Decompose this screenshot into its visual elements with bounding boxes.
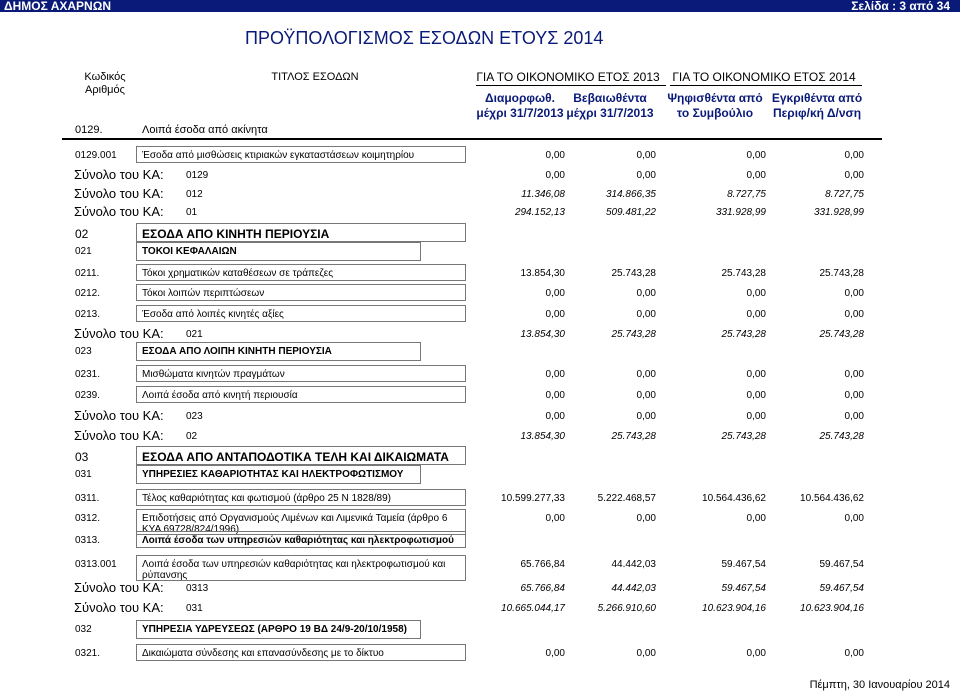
category-title: ΤΟΚΟΙ ΚΕΦΑΛΑΙΩΝ <box>142 246 237 257</box>
amount-cell: 13.854,30 <box>520 431 565 442</box>
subtotal-label: Σύνολο του ΚΑ: <box>74 326 164 341</box>
amount-cell: 331.928,99 <box>715 207 766 218</box>
account-title: Δικαιώματα σύνδεσης και επανασύνδεσης με το δίκτυο <box>142 648 384 659</box>
subtotal-label: Σύνολο του ΚΑ: <box>74 580 164 595</box>
subtotal-code: 0129 <box>186 170 209 181</box>
amount-cell: 0,00 <box>746 648 766 659</box>
amount-cell: 10.623.904,16 <box>800 603 864 614</box>
amount-cell: 0,00 <box>545 288 565 299</box>
amount-cell: 0,00 <box>844 309 864 320</box>
account-title: Έσοδα από λοιπές κινητές αξίες <box>142 309 284 320</box>
category-title: ΕΣΟΔΑ ΑΠΟ ΑΝΤΑΠΟΔΟΤΙΚΑ ΤΕΛΗ ΚΑΙ ΔΙΚΑΙΩΜΑΤΑ <box>142 450 449 464</box>
category-title: ΥΠΗΡΕΣΙΑ ΥΔΡΕΥΣΕΩΣ (ΑΡΘΡΟ 19 ΒΔ 24/9-20/10/1958) <box>142 624 407 635</box>
amount-cell: 25.743,28 <box>611 268 656 279</box>
account-code: 0321. <box>75 648 101 659</box>
subtotal-label: Σύνολο του ΚΑ: <box>74 408 164 423</box>
amount-cell: 0,00 <box>636 288 656 299</box>
account-code: 0313. <box>75 535 101 546</box>
amount-cell: 25.743,28 <box>819 268 864 279</box>
org-name: ΔΗΜΟΣ ΑΧΑΡΝΩΝ <box>4 0 112 13</box>
amount-cell: 44.442,03 <box>611 559 656 570</box>
page-number: Σελίδα : 3 από 34 <box>851 0 950 13</box>
amount-cell: 0,00 <box>746 170 766 181</box>
amount-cell: 0,00 <box>545 513 565 524</box>
amount-cell: 25.743,28 <box>819 431 864 442</box>
subtotal-code: 01 <box>186 207 198 218</box>
footer-date: Πέμπτη, 30 Ιανουαρίου 2014 <box>809 679 950 691</box>
amount-cell: 0,00 <box>636 411 656 422</box>
amount-cell: 0,00 <box>746 369 766 380</box>
amount-cell: 13.854,30 <box>520 329 565 340</box>
category-code: 021 <box>75 246 92 257</box>
amount-cell: 25.743,28 <box>819 329 864 340</box>
amount-cell: 0,00 <box>636 648 656 659</box>
category-code: 032 <box>75 624 92 635</box>
amount-cell: 5.266.910,60 <box>597 603 656 614</box>
account-title: Τόκοι λοιπών περιπτώσεων <box>142 288 265 299</box>
col-code-header: Κωδικός Αριθμός <box>84 71 126 96</box>
account-title-cont: ρύπανσης <box>142 570 188 581</box>
amount-cell: 11.346,08 <box>521 189 565 200</box>
amount-cell: 10.599.277,33 <box>501 493 565 504</box>
amount-cell: 13.854,30 <box>520 268 565 279</box>
amount-cell: 25.743,28 <box>611 431 656 442</box>
amount-cell: 0,00 <box>844 390 864 401</box>
page-title: ΠΡΟΫΠΟΛΟΓΙΣΜΟΣ ΕΣΟΔΩΝ ΕΤΟΥΣ 2014 <box>245 28 604 48</box>
col-fy2014-header: ΓΙΑ ΤΟ ΟΙΚΟΝΟΜΙΚΟ ΕΤΟΣ 2014 <box>672 70 856 84</box>
account-title: Τόκοι χρηματικών καταθέσεων σε τράπεζες <box>142 268 334 279</box>
amount-cell: 331.928,99 <box>813 207 864 218</box>
category-title: ΕΣΟΔΑ ΑΠΟ ΚΙΝΗΤΗ ΠΕΡΙΟΥΣΙΑ <box>142 227 330 241</box>
amount-cell: 0,00 <box>636 513 656 524</box>
col-certified-header: Βεβαιωθέντα μέχρι 31/7/2013 <box>566 91 654 120</box>
category-title: ΕΣΟΔΑ ΑΠΟ ΛΟΙΠΗ ΚΙΝΗΤΗ ΠΕΡΙΟΥΣΙΑ <box>142 346 332 357</box>
account-code: 0212. <box>75 288 101 299</box>
col-title-header: ΤΙΤΛΟΣ ΕΣΟΔΩΝ <box>271 71 359 83</box>
amount-cell: 25.743,28 <box>611 329 656 340</box>
amount-cell: 59.467,54 <box>819 583 864 594</box>
amount-cell: 65.766,84 <box>520 583 565 594</box>
amount-cell: 0,00 <box>746 390 766 401</box>
account-title: Λοιπά έσοδα των υπηρεσιών καθαριότητας και ηλεκτροφωτισμού <box>142 535 454 546</box>
subtotal-code: 021 <box>186 329 203 340</box>
subtotal-code: 0313 <box>186 583 209 594</box>
account-code: 0213. <box>75 309 101 320</box>
subtotal-label: Σύνολο του ΚΑ: <box>74 186 164 201</box>
amount-cell: 0,00 <box>746 150 766 161</box>
amount-cell: 25.743,28 <box>721 329 766 340</box>
account-code: 0129.001 <box>75 150 117 161</box>
amount-cell: 0,00 <box>746 309 766 320</box>
category-title: ΥΠΗΡΕΣΙΕΣ ΚΑΘΑΡΙΟΤΗΤΑΣ ΚΑΙ ΗΛΕΚΤΡΟΦΩΤΙΣΜΟΥ <box>142 469 404 480</box>
subtotal-code: 02 <box>186 431 198 442</box>
amount-cell: 10.564.436,62 <box>800 493 864 504</box>
account-title: Λοιπά έσοδα από κινητή περιουσία <box>142 390 298 401</box>
col-revised-header: Διαμορφωθ. μέχρι 31/7/2013 <box>476 91 564 120</box>
subtotal-label: Σύνολο του ΚΑ: <box>74 167 164 182</box>
amount-cell: 0,00 <box>844 411 864 422</box>
account-code: 0311. <box>75 493 100 504</box>
account-code: 0313.001 <box>75 559 117 570</box>
amount-cell: 0,00 <box>545 390 565 401</box>
amount-cell: 0,00 <box>844 513 864 524</box>
amount-cell: 509.481,22 <box>605 207 656 218</box>
amount-cell: 59.467,54 <box>819 559 864 570</box>
amount-cell: 44.442,03 <box>611 583 656 594</box>
subtotal-label: Σύνολο του ΚΑ: <box>74 204 164 219</box>
col-fy2013-header: ΓΙΑ ΤΟ ΟΙΚΟΝΟΜΙΚΟ ΕΤΟΣ 2013 <box>476 70 660 84</box>
header-band <box>0 0 960 12</box>
account-code: 0312. <box>75 513 101 524</box>
account-title: Τέλος καθαριότητας και φωτισμού (άρθρο 25 Ν 1828/89) <box>142 493 391 504</box>
amount-cell: 0,00 <box>746 513 766 524</box>
amount-cell: 0,00 <box>746 411 766 422</box>
amount-cell: 0,00 <box>636 170 656 181</box>
subtotal-code: 012 <box>186 189 203 200</box>
amount-cell: 0,00 <box>844 170 864 181</box>
amount-cell: 0,00 <box>545 170 565 181</box>
amount-cell: 65.766,84 <box>520 559 565 570</box>
subtotal-code: 031 <box>186 603 203 614</box>
amount-cell: 0,00 <box>746 288 766 299</box>
amount-cell: 314.866,35 <box>605 189 656 200</box>
amount-cell: 25.743,28 <box>721 431 766 442</box>
subtotal-code: 023 <box>186 411 203 422</box>
header-rule <box>62 138 882 140</box>
amount-cell: 0,00 <box>636 309 656 320</box>
divider <box>476 85 666 86</box>
amount-cell: 10.564.436,62 <box>702 493 766 504</box>
amount-cell: 0,00 <box>545 369 565 380</box>
account-title-cont: ΚΥΑ 69728/824/1996) <box>142 524 240 535</box>
amount-cell: 294.152,13 <box>514 207 565 218</box>
amount-cell: 0,00 <box>844 648 864 659</box>
subtotal-label: Σύνολο του ΚΑ: <box>74 428 164 443</box>
amount-cell: 0,00 <box>545 648 565 659</box>
amount-cell: 25.743,28 <box>721 268 766 279</box>
amount-cell: 0,00 <box>636 390 656 401</box>
account-code: 0211. <box>75 268 100 279</box>
account-title: Λοιπά έσοδα των υπηρεσιών καθαριότητας και ηλεκτροφωτισμού και <box>142 559 446 570</box>
category-code: 03 <box>75 450 89 464</box>
amount-cell: 8.727,75 <box>727 189 766 200</box>
amount-cell: 10.665.044,17 <box>501 603 565 614</box>
divider <box>670 85 862 86</box>
amount-cell: 5.222.468,57 <box>597 493 656 504</box>
col-approved-header: Εγκριθέντα από Περιφ/κή Δ/νση <box>771 91 863 120</box>
amount-cell: 59.467,54 <box>721 583 766 594</box>
amount-cell: 10.623.904,16 <box>702 603 766 614</box>
account-title: Επιδοτήσεις από Οργανισμούς Λιμένων και Λιμενικά Ταμεία (άρθρο 6 <box>142 513 448 524</box>
amount-cell: 0,00 <box>545 150 565 161</box>
category-code: 023 <box>75 346 92 357</box>
account-code: 0231. <box>75 369 101 380</box>
subtotal-label: Σύνολο του ΚΑ: <box>74 600 164 615</box>
amount-cell: 0,00 <box>844 369 864 380</box>
amount-cell: 59.467,54 <box>721 559 766 570</box>
amount-cell: 0,00 <box>545 309 565 320</box>
amount-cell: 0,00 <box>636 369 656 380</box>
account-title: Έσοδα από μισθώσεις κτιριακών εγκαταστάσεων κοιμητηρίου <box>142 150 415 161</box>
amount-cell: 0,00 <box>844 150 864 161</box>
amount-cell: 8.727,75 <box>825 189 864 200</box>
category-code: 031 <box>75 469 92 480</box>
amount-cell: 0,00 <box>636 150 656 161</box>
amount-cell: 0,00 <box>545 411 565 422</box>
account-code: 0239. <box>75 390 101 401</box>
account-title: Μισθώματα κινητών πραγμάτων <box>142 369 285 380</box>
col-voted-header: Ψηφισθέντα από το Συμβούλιο <box>667 91 763 120</box>
amount-cell: 0,00 <box>844 288 864 299</box>
category-code: 02 <box>75 227 89 241</box>
